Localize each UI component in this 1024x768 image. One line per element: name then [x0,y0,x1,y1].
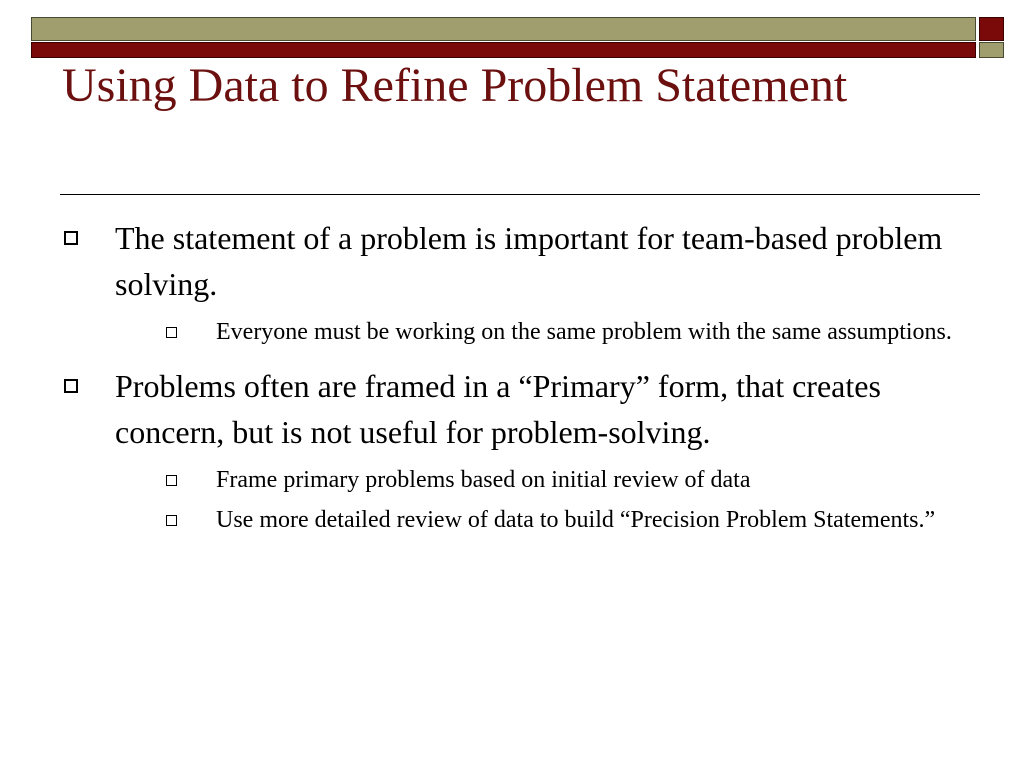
bullet-item [62,363,962,455]
corner-square-olive [979,42,1004,58]
sub-bullet-item [62,463,962,497]
sub-bullet-item [62,503,962,537]
square-bullet-icon [166,475,177,486]
sub-bullet-text: Everyone must be working on the same problem with the same assumptions. [216,319,952,345]
square-bullet-icon [166,327,177,338]
header-bar-olive [31,17,976,41]
sub-bullet-text: Frame primary problems based on initial review of data [216,467,751,493]
corner-square-maroon [979,17,1004,41]
square-bullet-icon [64,379,78,393]
square-bullet-icon [64,231,78,245]
bullet-text: The statement of a problem is important for team-based problem solving. [115,220,943,302]
sub-bullet-text: Use more detailed review of data to build “Precision Problem Statements.” [216,507,936,533]
bullet-list [62,215,962,543]
title-divider [60,194,980,195]
slide-title: Using Data to Refine Problem Statement [62,59,848,112]
bullet-item [62,215,962,307]
bullet-text: Problems often are framed in a “Primary” form, that creates concern, but is not useful for problem-solving. [115,368,881,450]
square-bullet-icon [166,515,177,526]
sub-bullet-item [62,315,962,349]
